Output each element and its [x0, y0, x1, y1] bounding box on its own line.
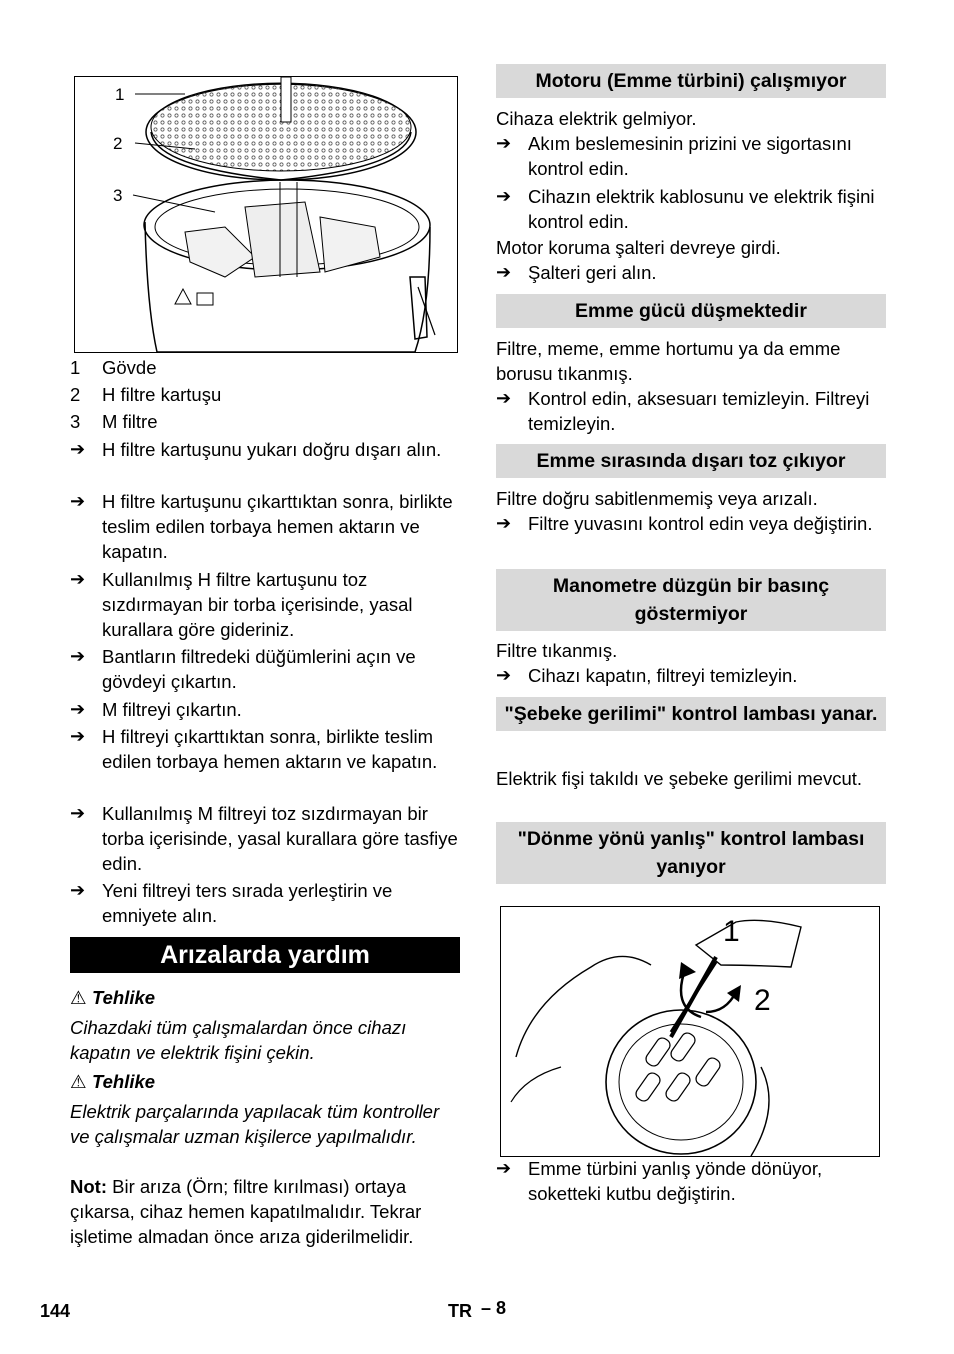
step-item: [70, 567, 460, 642]
step-item: [70, 644, 460, 694]
step-item: [496, 260, 886, 285]
section-heading: "Dönme yönü yanlış" kontrol lambası yanıyor: [496, 822, 886, 884]
section-page: – 8: [481, 1298, 507, 1318]
step-text: H filtre kartuşunu çıkarttıktan sonra, birlikte teslim edilen torbaya hemen aktarın ve kapatın.: [102, 491, 453, 562]
arrow-icon: ➔: [70, 491, 86, 511]
arrow-icon: ➔: [496, 262, 512, 282]
figure1-callout-2: 2: [113, 134, 123, 153]
warning-label: ⚠ Tehlike: [70, 987, 156, 1008]
step-text: Akım beslemesinin prizini ve sigortasını kontrol edin.: [528, 133, 852, 179]
arrow-icon: ➔: [496, 133, 512, 153]
step-text: Kontrol edin, aksesuarı temizleyin. Filtreyi temizleyin.: [528, 388, 870, 434]
warning-icon: ⚠: [70, 1071, 87, 1092]
step-item: [496, 663, 886, 688]
step-text: H filtreyi çıkarttıktan sonra, birlikte teslim edilen torbaya hemen aktarın ve kapatın.: [102, 726, 438, 772]
arrow-icon: ➔: [496, 513, 512, 533]
warning-label: ⚠ Tehlike: [70, 1071, 156, 1092]
filter-illustration: [75, 77, 457, 352]
step-item: [496, 1156, 886, 1206]
step-text: Filtre yuvasını kontrol edin veya değiştirin.: [528, 513, 873, 534]
arrow-icon: ➔: [70, 880, 86, 900]
step-text: H filtre kartuşunu yukarı doğru dışarı alın.: [102, 439, 442, 460]
cause-text: Elektrik fişi takıldı ve şebeke gerilimi mevcut.: [496, 768, 863, 789]
step-item: [70, 801, 460, 876]
figure2-callout-1: 1: [723, 915, 740, 948]
warning-text: Elektrik parçalarında yapılacak tüm kontroller ve çalışmalar uzman kişilerce yapılmalıdır.: [70, 1101, 440, 1147]
plug-illustration: [501, 907, 879, 1156]
arrow-icon: ➔: [70, 569, 86, 589]
step-text: Emme türbini yanlış yönde dönüyor, soketteki kutbu değiştirin.: [528, 1158, 823, 1204]
legend-number: 2: [70, 384, 81, 405]
arrow-icon: ➔: [70, 439, 86, 459]
language-code: TR: [448, 1301, 472, 1321]
arrow-icon: ➔: [70, 646, 86, 666]
note-paragraph: [70, 1174, 460, 1249]
legend-item: [70, 355, 460, 380]
step-text: Cihazı kapatın, filtreyi temizleyin.: [528, 665, 798, 686]
figure1-callout-3: 3: [113, 186, 123, 205]
note-label: Not:: [70, 1176, 107, 1197]
step-item: [496, 131, 886, 181]
arrow-icon: ➔: [70, 726, 86, 746]
step-text: M filtreyi çıkartın.: [102, 699, 242, 720]
step-item: [496, 511, 886, 536]
section-heading: Manometre düzgün bir basınç göstermiyor: [496, 569, 886, 631]
warning-text: Cihazdaki tüm çalışmalardan önce cihazı kapatın ve elektrik fişini çekin.: [70, 1017, 407, 1063]
step-text: Kullanılmış M filtreyi toz sızdırmayan bir torba içerisinde, yasal kurallara göre tasfiye edin.: [102, 803, 458, 874]
legend-item: [70, 409, 460, 434]
section-heading: Motoru (Emme türbini) çalışmıyor: [496, 64, 886, 98]
cause-text: Cihaza elektrik gelmiyor.: [496, 108, 697, 129]
legend-number: 1: [70, 357, 81, 378]
section-heading: "Şebeke gerilimi" kontrol lambası yanar.: [496, 697, 886, 731]
plug-figure: [500, 906, 880, 1157]
cause-text: Filtre doğru sabitlenmemiş veya arızalı.: [496, 488, 818, 509]
page-number: 144: [40, 1301, 71, 1321]
help-heading: Arızalarda yardım: [70, 937, 460, 973]
step-text: Kullanılmış H filtre kartuşunu toz sızdırmayan bir torba içerisinde, yasal kurallara göre gideriniz.: [102, 569, 413, 640]
step-item: [70, 697, 460, 722]
step-item: [496, 184, 886, 234]
arrow-icon: ➔: [496, 388, 512, 408]
arrow-icon: ➔: [70, 699, 86, 719]
step-text: Şalteri geri alın.: [528, 262, 657, 283]
arrow-icon: ➔: [496, 665, 512, 685]
arrow-icon: ➔: [70, 803, 86, 823]
arrow-icon: ➔: [496, 1158, 512, 1178]
step-item: [70, 437, 460, 462]
legend-text: Gövde: [102, 357, 157, 378]
legend-text: H filtre kartuşu: [102, 384, 222, 405]
step-text: Cihazın elektrik kablosunu ve elektrik fişini kontrol edin.: [528, 186, 875, 232]
step-item: [496, 386, 886, 436]
figure1-callout-1: 1: [115, 85, 125, 104]
step-text: Yeni filtreyi ters sırada yerleştirin ve emniyete alın.: [102, 880, 393, 926]
note-text: Bir arıza (Örn; filtre kırılması) ortaya çıkarsa, cihaz hemen kapatılmalıdır. Tekrar işletime almadan önce arıza giderilmelidir.: [70, 1176, 422, 1247]
section-heading: Emme sırasında dışarı toz çıkıyor: [496, 444, 886, 478]
legend-item: [70, 382, 460, 407]
cause-text: Filtre tıkanmış.: [496, 640, 618, 661]
step-text: Bantların filtredeki düğümlerini açın ve gövdeyi çıkartın.: [102, 646, 416, 692]
warning-icon: ⚠: [70, 987, 87, 1008]
cause-text: Motor koruma şalteri devreye girdi.: [496, 237, 781, 258]
figure2-callout-2: 2: [754, 984, 771, 1017]
section-heading: Emme gücü düşmektedir: [496, 294, 886, 328]
filter-figure: [74, 76, 458, 353]
step-item: [70, 878, 460, 928]
arrow-icon: ➔: [496, 186, 512, 206]
legend-text: M filtre: [102, 411, 158, 432]
cause-text: Filtre, meme, emme hortumu ya da emme borusu tıkanmış.: [496, 338, 841, 384]
legend-number: 3: [70, 411, 81, 432]
step-item: [70, 724, 460, 774]
step-item: [70, 489, 460, 564]
